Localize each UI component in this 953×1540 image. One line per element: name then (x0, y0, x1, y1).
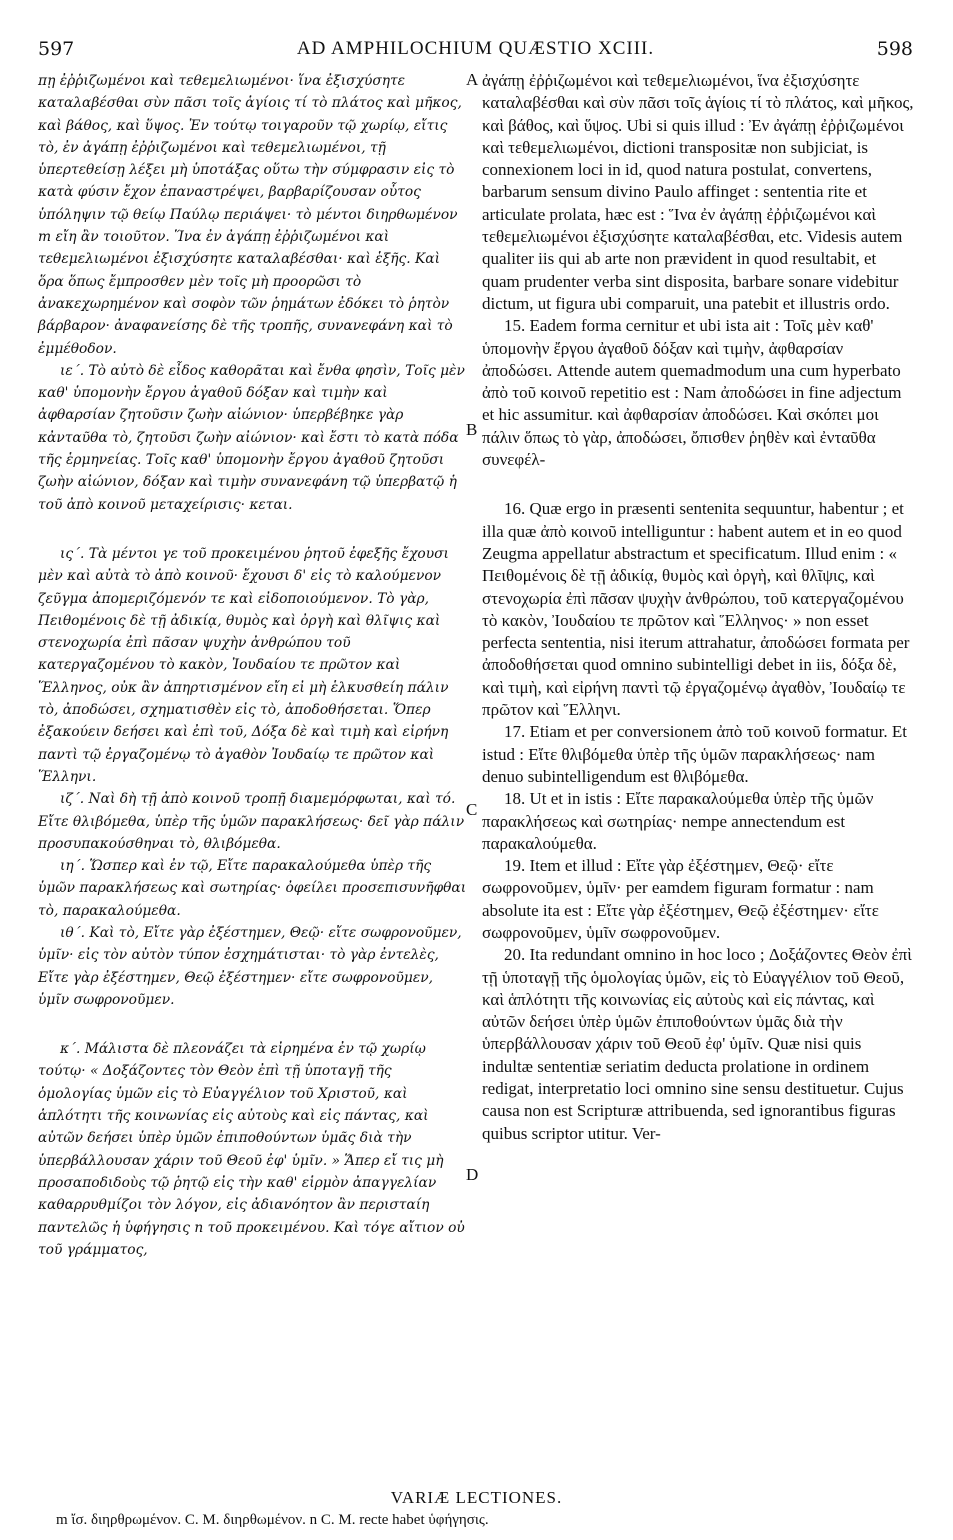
greek-paragraph-16: ις΄. Τὰ μέντοι γε τοῦ προκειμένου ῥητοῦ ἐφεξῆς ἔχουσι μὲν καὶ αὐτὰ τὸ ἀπὸ κοινοῦ· ἔχουσι δ' εἰς τὸ καλούμενον ζεῦγμα ἀπομεριζόμενόν τε καὶ εἰδοποιούμενον. Τὸ γὰρ, Πειθομένοις δὲ τῇ ἀδικίᾳ, θυμὸς καὶ ὀργὴ καὶ θλῖψις καὶ στενοχωρία ἐπὶ πᾶσαν ψυχὴν ἀνθρώπου τοῦ κατεργαζομένου τὸ κακὸν, Ἰουδαίου τε πρῶτον καὶ Ἕλληνος, οὐκ ἂν ἀπηρτισμένον εἴη εἰ μὴ ἑλκυσθείη πάλιν τὸ, ἀποδώσει, σχηματισθὲν εἰς τὸ, ἀποδοθήσεται. Ὅπερ ἐξακούειν δεήσει καὶ ἐπὶ τοῦ, Δόξα δὲ καὶ τιμὴ καὶ εἰρήνη παντὶ τῷ ἐργαζομένῳ τὸ ἀγαθὸν Ἰουδαίῳ τε πρῶτον καὶ Ἕλληνι. (38, 545, 449, 785)
latin-paragraph-1: ἀγάπῃ ἐῤῥιζωμένοι καὶ τεθεμελιωμένοι, ἵνα ἐξισχύσητε καταλαβέσθαι καὶ σὺν πᾶσι τοῖς ἁγίοις τί τὸ πλάτος, καὶ μῆκος, καὶ βάθος, καὶ ὕψος. Ubi si quis illud : Ἐν ἀγάπῃ ἐῤῥιζωμένοι καὶ τεθεμελιωμένοι, dictioni transpositæ non subjiciat, is connexionem loci in id, quod natura postulat, convertens, barbarum sensum divino Paulo affinget : sententia rite et articulate prolata, hæc est : Ἵνα ἐν ἀγάπῃ ἐῤῥιζωμένοι καὶ τεθεμελιωμένοι ἐξισχύσητε καταλαβέσθαι, etc. Videsis autem qualiter iis qui ab arte non prævident in quod resultabit, et quam prudenter verba sint disposita, barbare sonare videbitur dictum, ut figura ubi comparuit, una patebit et illustris ordo. (482, 71, 914, 313)
left-page-number: 597 (38, 38, 75, 60)
greek-paragraph-1: πῃ ἐῤῥιζωμένοι καὶ τεθεμελιωμένοι· ἵνα ἐξισχύσητε καταλαβέσθαι σὺν πᾶσι τοῖς ἁγίοις τί τὸ πλάτος καὶ μῆκος, καὶ βάθος, καὶ ὕψος. Ἐν τούτῳ τοιγαροῦν τῷ χωρίῳ, εἴτις τὸ, ἐν ἀγάπῃ ἐῤῥιζωμένοι καὶ τεθεμελιωμένοι, τῇ ὑπερτεθείσῃ λέξει μὴ ὑποτάξας οὕτω τὴν σύμφρασιν εἰς τὸ κατὰ φύσιν ἔχον ἐπαναστρέψει, βαρβαρίζουσαν οὗτος ὑπόληψιν τῷ θείῳ Παύλῳ περιάψει· τὸ μέντοι διηρθωμένον m εἴη ἂν τοιοῦτον. Ἵνα ἐν ἀγάπῃ ἐῤῥιζωμένοι καὶ τεθεμελιωμένοι ἐξισχύσητε καταλαβέσθαι· καὶ ἑξῆς. Καὶ ὅρα ὅπως ἔμπροσθεν μὲν τοῖς μὴ προορῶσι τὸ ἀνακεχωρημένον καὶ σοφὸν τῶν ῥημάτων ἐδόκει τὸ ῥητὸν βάρβαρον· ἀναφανείσης δὲ τῆς τροπῆς, συνανεφάνη καὶ τὸ ἐμμέθοδον. (38, 73, 462, 357)
margin-marker-a: A (466, 70, 479, 89)
latin-column (482, 70, 914, 1145)
margin-marker-b: B (466, 420, 478, 439)
variae-lectiones-notes: m ἴσ. διηρθρωμένον. C. M. διηρθωμένον. n C. M. recte habet ὑφήγησις. (56, 1512, 489, 1528)
latin-paragraph-16: 16. Quæ ergo in præsenti sentenita sequuntur, habentur ; et illa quæ ἀπὸ κοινοῦ intelliguntur : habent autem et in eo quod Zeugma appellatur abstractum et specificatum. Illud enim : « Πειθομένοις δὲ τῇ ἀδικίᾳ, θυμὸς καὶ ὀργὴ, καὶ θλῖψις, καὶ στενοχωρία ἐπὶ πᾶσαν ψυχὴν ἀνθρώπου, τοῦ κατεργαζομένου τὸ κακὸν, Ἰουδαίου τε πρῶτον καὶ Ἕλληνος· » non esset perfecta sententia, nisi iterum attrahatur, ἀποδώσει formata per ἀποδοθήσεται quod omnino subintelligi debet in iis, δόξα δὲ, καὶ τιμὴ, καὶ εἰρήνη παντὶ τῷ ἐργαζομένῳ ἀγαθὸν, Ἰουδαίῳ τε πρῶτον καὶ Ἕλληνι. (482, 499, 910, 720)
greek-column (38, 70, 468, 1261)
running-title: AD AMPHILOCHIUM QUÆSTIO XCIII. (296, 38, 655, 59)
greek-paragraph-17: ιζ΄. Ναὶ δὴ τῇ ἀπὸ κοινοῦ τροπῇ διαμεμόρφωται, καὶ τό. Εἴτε θλιβόμεθα, ὑπὲρ τῆς ὑμῶν παρακλήσεως· δεῖ γὰρ πάλιν προσυπακούσθηναι τὸ, θλιβόμεθα. (38, 791, 465, 852)
latin-paragraph-19: 19. Item et illud : Εἴτε γὰρ ἐξέστημεν, Θεῷ· εἴτε σωφρονοῦμεν, ὑμῖν· per eamdem figuram formatur : nam absolute ita est : Εἴτε γὰρ ἐξέστημεν, Θεῷ ἐξέστημεν· εἴτε σωφρονοῦμεν, ὑμῖν σωφρονοῦμεν. (482, 856, 879, 942)
greek-paragraph-18: ιη΄. Ὥσπερ καὶ ἐν τῷ, Εἴτε παρακαλούμεθα ὑπὲρ τῆς ὑμῶν παρακλήσεως καὶ σωτηρίας· ὀφείλει προσεπισυνῆφθαι τὸ, παρακαλούμεθα. (38, 858, 467, 919)
margin-marker-d: D (466, 1165, 479, 1184)
latin-paragraph-20: 20. Ita redundant omnino in hoc loco ; Δοξάζοντες Θεὸν ἐπὶ τῇ ὑποταγῇ τῆς ὁμολογίας ὑμῶν, εἰς τὸ Εὐαγγέλιον τοῦ Θεοῦ, καὶ ἁπλότητι τῆς κοινωνίας εἰς αὐτοὺς καὶ εἰς πάντας, καὶ αὐτῶν δεήσει ὑπὲρ ὑμῶν ἐπιποθούντων ὑμᾶς διὰ τὴν ὑπερβάλλουσαν χάριν τοῦ Θεοῦ ἐφ' ὑμῖν. Quæ nisi quis indultæ sententiæ seriatim deducta prolatione in ordinem redigat, interpretatio loci omnino sine sensu destituetur. Cujus causa non est Scripturæ attribuenda, sed ignorantibus figuras quibus scriptor utitur. Ver- (482, 945, 912, 1143)
right-page-number: 598 (876, 38, 913, 60)
variae-lectiones-heading: VARIÆ LECTIONES. (390, 1488, 563, 1507)
greek-paragraph-19: ιθ΄. Καὶ τὸ, Εἴτε γὰρ ἐξέστημεν, Θεῷ· εἴτε σωφρονοῦμεν, ὑμῖν· εἰς τὸν αὐτὸν τύπον ἐσχημάτισται· τὸ γὰρ ἐντελὲς, Εἴτε γὰρ ἐξέστημεν, Θεῷ ἐξέστημεν· εἴτε σωφρονοῦμεν, ὑμῖν σωφρονοῦμεν. (38, 924, 462, 1008)
latin-paragraph-17: 17. Etiam et per conversionem ἀπὸ τοῦ κοινοῦ formatur. Et istud : Εἴτε θλιβόμεθα ὑπὲρ τῆς ὑμῶν παρακλήσεως· nam denuo subintelligendum est θλιβόμεθα. (482, 722, 907, 786)
latin-paragraph-18: 18. Ut et in istis : Εἴτε παρακαλούμεθα ὑπὲρ τῆς ὑμῶν παρακλήσεως καὶ σωτηρίας· nempe annectendum est παρακαλούμεθα. (482, 789, 874, 853)
margin-marker-c: C (466, 800, 478, 819)
latin-paragraph-15: 15. Eadem forma cernitur et ubi ista ait : Τοῖς μὲν καθ' ὑπομονὴν ἔργου ἀγαθοῦ δόξαν καὶ τιμὴν, ἀφθαρσίαν ἀποδώσει. Attende autem quemadmodum una cum hyperbato ἀπὸ τοῦ κοινοῦ repetitio est : Nam ἀποδώσει in fine adjectum et hic assumitur. καὶ ἀφθαρσίαν ἀποδώσει. Καὶ σκόπει μοι πάλιν ὅπως τὸ γὰρ, ἀποδώσει, ὄπισθεν ῥηθὲν καὶ ἐνταῦθα συνεφέλ- (482, 316, 902, 470)
running-header (38, 38, 913, 62)
greek-paragraph-15: ιε΄. Τὸ αὐτὸ δὲ εἶδος καθορᾶται καὶ ἔνθα φησὶν, Τοῖς μὲν καθ' ὑπομονὴν ἔργου ἀγαθοῦ δόξαν καὶ τιμὴν καὶ ἀφθαρσίαν ζητοῦσιν ζωὴν αἰώνιον· ὑπερβέβηκε γὰρ κἀνταῦθα τὸ, ζητοῦσι ζωὴν αἰώνιον· καὶ ἔστι τὸ κατὰ πόδα τῆς ἑρμηνείας. Τοῖς καθ' ὑπομονὴν ἔργου ἀγαθοῦ ζητοῦσι ζωὴν αἰώνιον, δόξαν καὶ τιμὴν συνανεφάνη τῷ ὑπερβατῷ ἡ τοῦ ἀπὸ κοινοῦ μεταχείρισις· κεται. (38, 362, 465, 513)
greek-paragraph-20: κ΄. Μάλιστα δὲ πλεονάζει τὰ εἰρημένα ἐν τῷ χωρίῳ τούτῳ· « Δοξάζοντες τὸν Θεὸν ἐπὶ τῇ ὑποταγῇ τῆς ὁμολογίας ὑμῶν εἰς τὸ Εὐαγγέλιον τοῦ Χριστοῦ, καὶ ἁπλότητι τῆς κοινωνίας εἰς αὐτοὺς καὶ εἰς πάντας, καὶ αὐτῶν δεήσει ὑπὲρ ὑμῶν ἐπιποθούντων ὑμᾶς διὰ τὴν ὑπερβάλλουσαν χάριν τοῦ Θεοῦ ἐφ' ὑμῖν. » Ἅπερ εἴ τις μὴ προσαποδιδοὺς τῷ ῥητῷ εἰς τὴν καθ' εἱρμὸν ἀπαγγελίαν καθαρρυθμίζοι τὸν λόγον, εἰς ἀδιανόητον ἂν περισταίη παντελῶς ἡ ὑφήγησις n τοῦ προκειμένου. Καὶ τόγε αἴτιον οὐ τοῦ γράμματος, (38, 1041, 465, 1258)
